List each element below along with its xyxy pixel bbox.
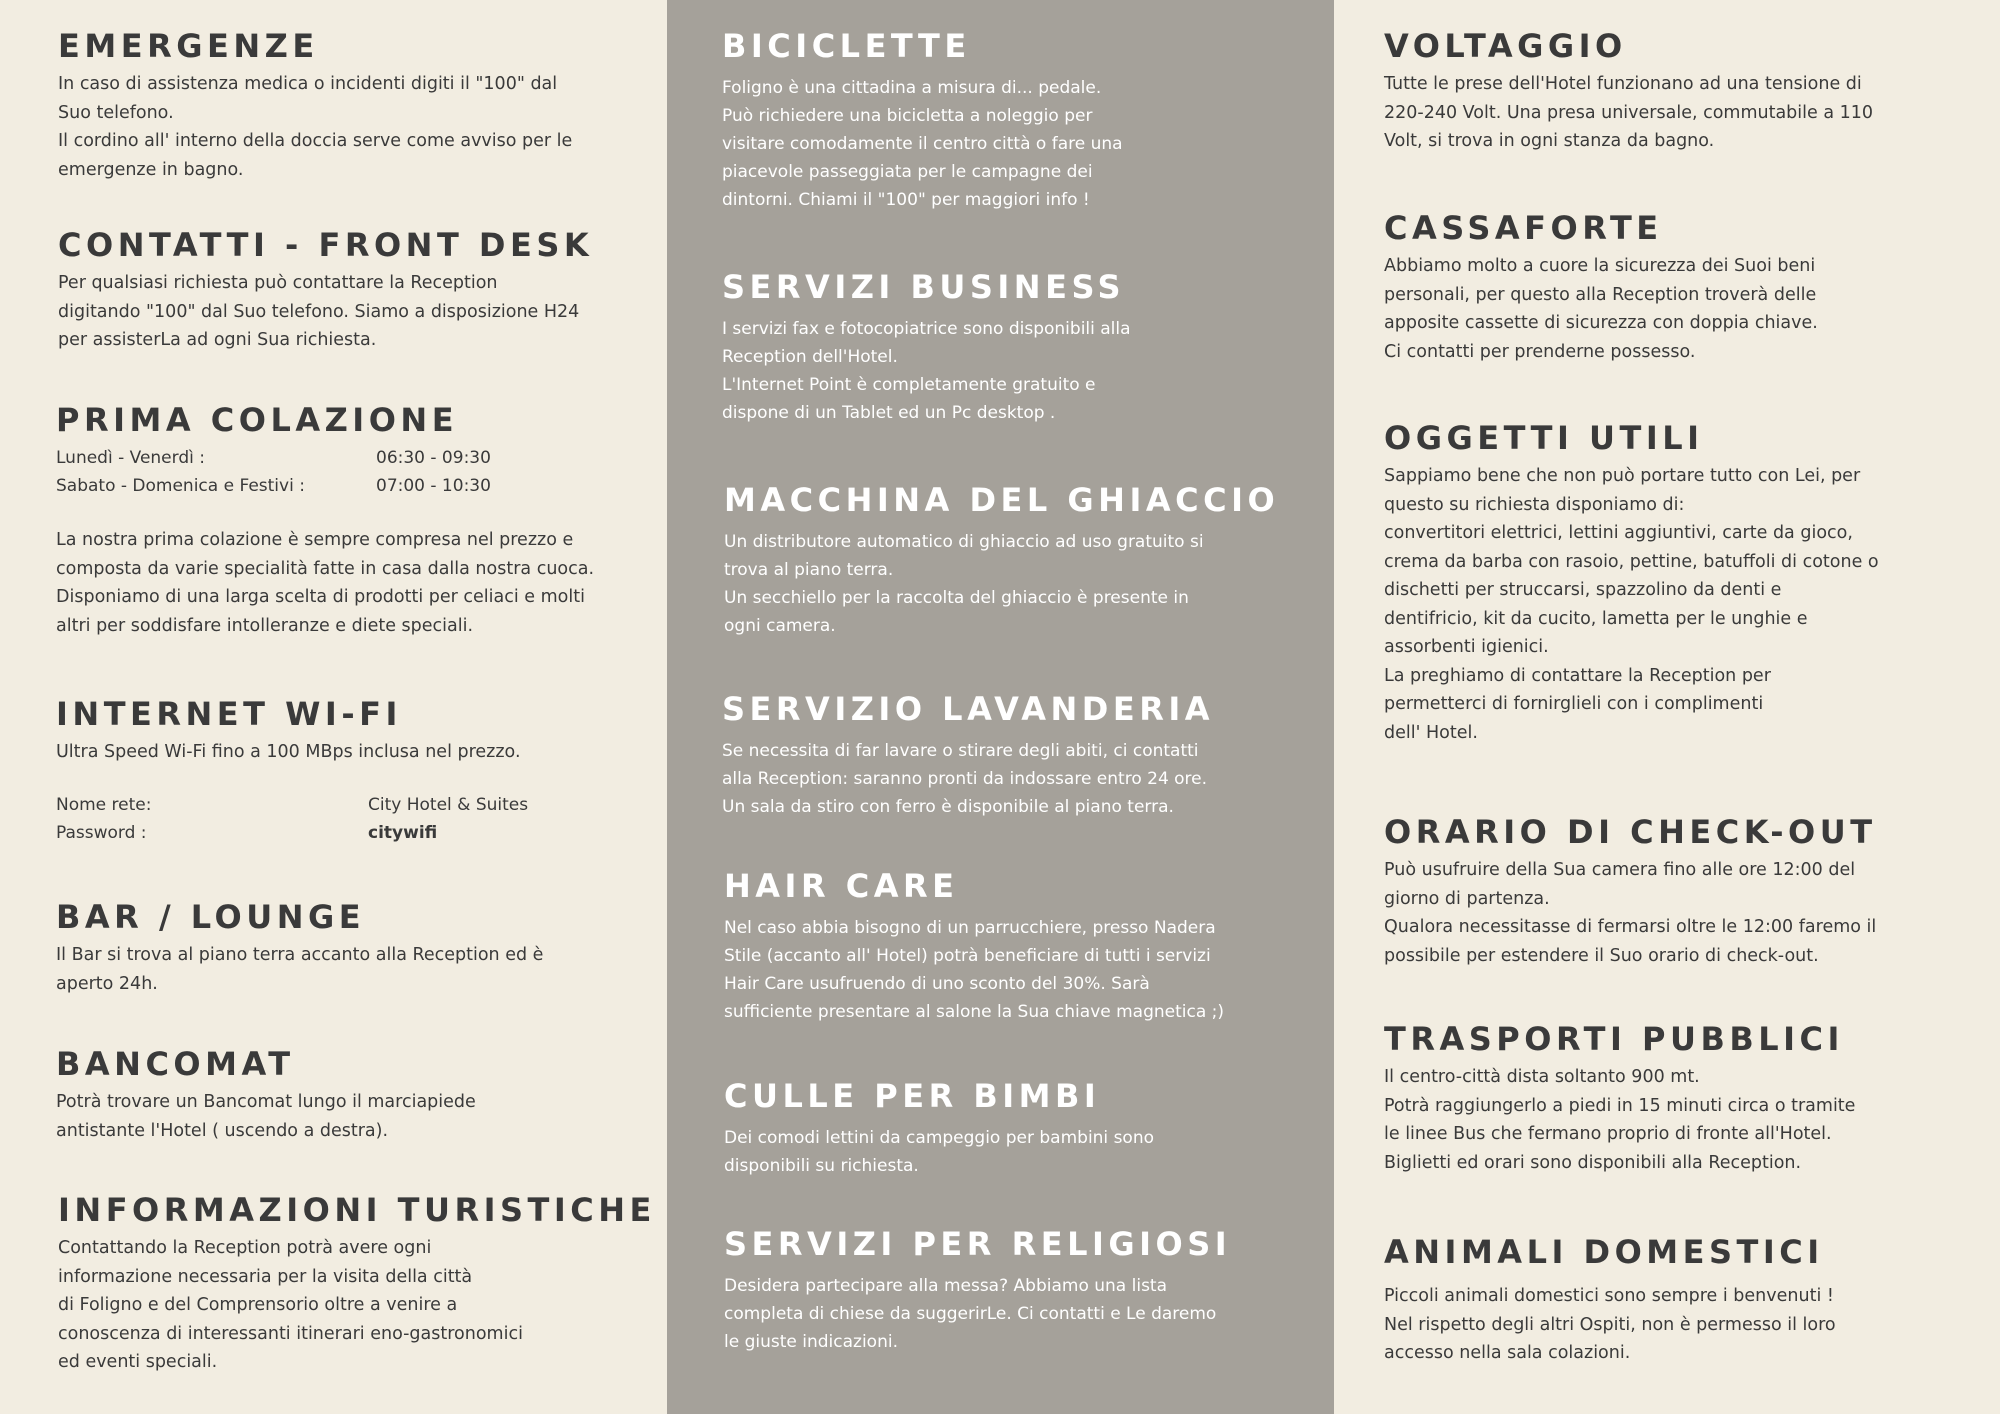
section-text: Il centro-città dista soltanto 900 mt. Potrà raggiungerlo a piedi in 15 minuti circa o tramite le linee Bus che fermano proprio di fronte all'Hotel. Biglietti ed orari sono disponibili alla Reception. [1384, 1067, 1856, 1173]
section-text: Può usufruire della Sua camera fino alle ore 12:00 del giorno di partenza. Qualora necessitasse di fermarsi oltre le 12:00 faremo il possibile per estendere il Suo orario di check-out. [1384, 860, 1877, 966]
wifi-network-value: City Hotel & Suites [368, 794, 529, 815]
section-text: Desidera partecipare alla messa? Abbiamo una lista completa di chiese da suggerirLe. Ci contatti e Le daremo le giuste indicazioni. [724, 1276, 1217, 1352]
section-title: INTERNET WI-FI [56, 695, 402, 733]
section-business [722, 268, 1131, 427]
section-emergenze [58, 27, 573, 184]
section-text: Il Bar si trova al piano terra accanto alla Reception ed è aperto 24h. [56, 945, 544, 994]
section-title: EMERGENZE [58, 27, 319, 65]
section-oggetti [1384, 419, 1879, 747]
left-panel [0, 0, 667, 1414]
section-title: VOLTAGGIO [1384, 27, 1627, 65]
section-cassaforte [1384, 209, 1818, 366]
section-bancomat [56, 1045, 476, 1145]
hours-row [56, 444, 594, 472]
section-text: Un distributore automatico di ghiaccio ad uso gratuito si trova al piano terra. Un secchiello per la raccolta del ghiaccio è presente in ogni camera. [724, 532, 1204, 636]
section-title: CONTATTI - FRONT DESK [58, 226, 594, 264]
section-trasporti [1384, 1020, 1856, 1177]
section-animali [1384, 1233, 1836, 1368]
middle-panel [667, 0, 1334, 1414]
right-panel [1334, 0, 2000, 1414]
section-hair-care [724, 867, 1225, 1026]
section-text: Dei comodi lettini da campeggio per bambini sono disponibili su richiesta. [724, 1128, 1154, 1176]
hours-time: 07:00 - 10:30 [376, 476, 491, 496]
section-title: BANCOMAT [56, 1045, 295, 1083]
section-text: Tutte le prese dell'Hotel funzionano ad una tensione di 220-240 Volt. Una presa universale, commutabile a 110 Volt, si trova in ogni stanza da bagno. [1384, 74, 1874, 151]
section-title: HAIR CARE [724, 867, 959, 905]
section-lavanderia [722, 690, 1215, 821]
section-checkout [1384, 813, 1877, 970]
section-title: SERVIZIO LAVANDERIA [722, 690, 1215, 728]
section-title: ORARIO DI CHECK-OUT [1384, 813, 1877, 851]
section-text: I servizi fax e fotocopiatrice sono disponibili alla Reception dell'Hotel. L'Internet Point è completamente gratuito e dispone di un Tablet ed un Pc desktop . [722, 319, 1131, 423]
wifi-credentials [56, 791, 528, 847]
hours-row [56, 472, 594, 500]
wifi-network-label: Nome rete: [56, 794, 152, 815]
section-title: TRASPORTI PUBBLICI [1384, 1020, 1844, 1058]
wifi-network-row [56, 791, 528, 819]
section-culle [724, 1077, 1154, 1180]
wifi-password-label: Password : [56, 822, 147, 843]
hours-day: Lunedì - Venerdì : [56, 448, 205, 468]
section-text: Per qualsiasi richiesta può contattare la Reception digitando "100" dal Suo telefono. Siamo a disposizione H24 per assisterLa ad ogni Sua richiesta. [58, 273, 580, 350]
hours-day: Sabato - Domenica e Festivi : [56, 476, 305, 496]
section-voltaggio [1384, 27, 1874, 156]
section-religiosi [724, 1225, 1232, 1356]
section-title: BAR / LOUNGE [56, 898, 366, 936]
section-text: In caso di assistenza medica o incidenti digiti il "100" dal Suo telefono. Il cordino all' interno della doccia serve come avviso per le emergenze in bagno. [58, 74, 573, 180]
section-title: SERVIZI BUSINESS [722, 268, 1126, 306]
section-text: Abbiamo molto a cuore la sicurezza dei Suoi beni personali, per questo alla Reception troverà delle apposite cassette di sicurezza con doppia chiave. Ci contatti per prenderne possesso. [1384, 256, 1818, 362]
section-text: Nel caso abbia bisogno di un parrucchiere, presso Nadera Stile (accanto all' Hotel) potrà beneficiare di tutti i servizi Hair Care usufruendo di uno sconto del 30%. Sarà sufficiente presentare al salone la Sua chiave magnetica ;) [724, 918, 1225, 1022]
section-contatti [58, 226, 594, 355]
section-title: MACCHINA DEL GHIACCIO [724, 481, 1280, 519]
section-title: ANIMALI DOMESTICI [1384, 1233, 1824, 1271]
section-text: Se necessita di far lavare o stirare degli abiti, ci contatti alla Reception: saranno pronti da indossare entro 24 ore. Un sala da stiro con ferro è disponibile al piano terra. [722, 741, 1208, 817]
wifi-password-row [56, 819, 528, 847]
section-bar [56, 898, 544, 998]
breakfast-hours [56, 444, 594, 500]
section-biciclette [722, 27, 1123, 214]
section-text: Contattando la Reception potrà avere ogni informazione necessaria per la visita della città di Foligno e del Comprensorio oltre a venire a conoscenza di interessanti itinerari eno-gastronomici ed eventi speciali. [58, 1238, 523, 1372]
wifi-password-value: citywifi [368, 822, 438, 843]
section-text: Foligno è una cittadina a misura di... pedale. Può richiedere una bicicletta a noleggio per visitare comodamente il centro città o fare una piacevole passeggiata per le campagne dei dintorni. Chiami il "100" per maggiori info ! [722, 78, 1123, 210]
section-text: Piccoli animali domestici sono sempre i benvenuti ! Nel rispetto degli altri Ospiti, non è permesso il loro accesso nella sala colazioni. [1384, 1286, 1836, 1363]
section-ghiaccio [724, 481, 1280, 640]
section-colazione [56, 401, 595, 640]
section-text: Sappiamo bene che non può portare tutto con Lei, per questo su richiesta disponiamo di: convertitori elettrici, lettini aggiuntivi, carte da gioco, crema da barba con rasoio, pettine, batuffoli di cotone o dischetti per struccarsi, spazzolino da denti e dentifricio, kit da cucito, lametta per le unghie e assorbenti igienici. La preghiamo di contattare la Reception per permetterci di fornirglieli con i complimenti dell' Hotel. [1384, 466, 1879, 743]
section-title: CASSAFORTE [1384, 209, 1663, 247]
hours-time: 06:30 - 09:30 [376, 448, 491, 468]
section-text: Ultra Speed Wi-Fi fino a 100 MBps inclusa nel prezzo. [56, 742, 521, 762]
section-title: PRIMA COLAZIONE [56, 401, 459, 439]
section-wifi [56, 695, 529, 847]
section-text: La nostra prima colazione è sempre compresa nel prezzo e composta da varie specialità fatte in casa dalla nostra cuoca. Disponiamo di una larga scelta di prodotti per celiaci e molti altri per soddisfare intolleranze e diete speciali. [56, 530, 595, 636]
section-title: INFORMAZIONI TURISTICHE [58, 1191, 656, 1229]
section-turistiche [58, 1191, 656, 1377]
section-title: SERVIZI PER RELIGIOSI [724, 1225, 1232, 1263]
section-title: BICICLETTE [722, 27, 971, 65]
section-title: OGGETTI UTILI [1384, 419, 1704, 457]
section-title: CULLE PER BIMBI [724, 1077, 1101, 1115]
section-text: Potrà trovare un Bancomat lungo il marciapiede antistante l'Hotel ( uscendo a destra). [56, 1092, 476, 1141]
